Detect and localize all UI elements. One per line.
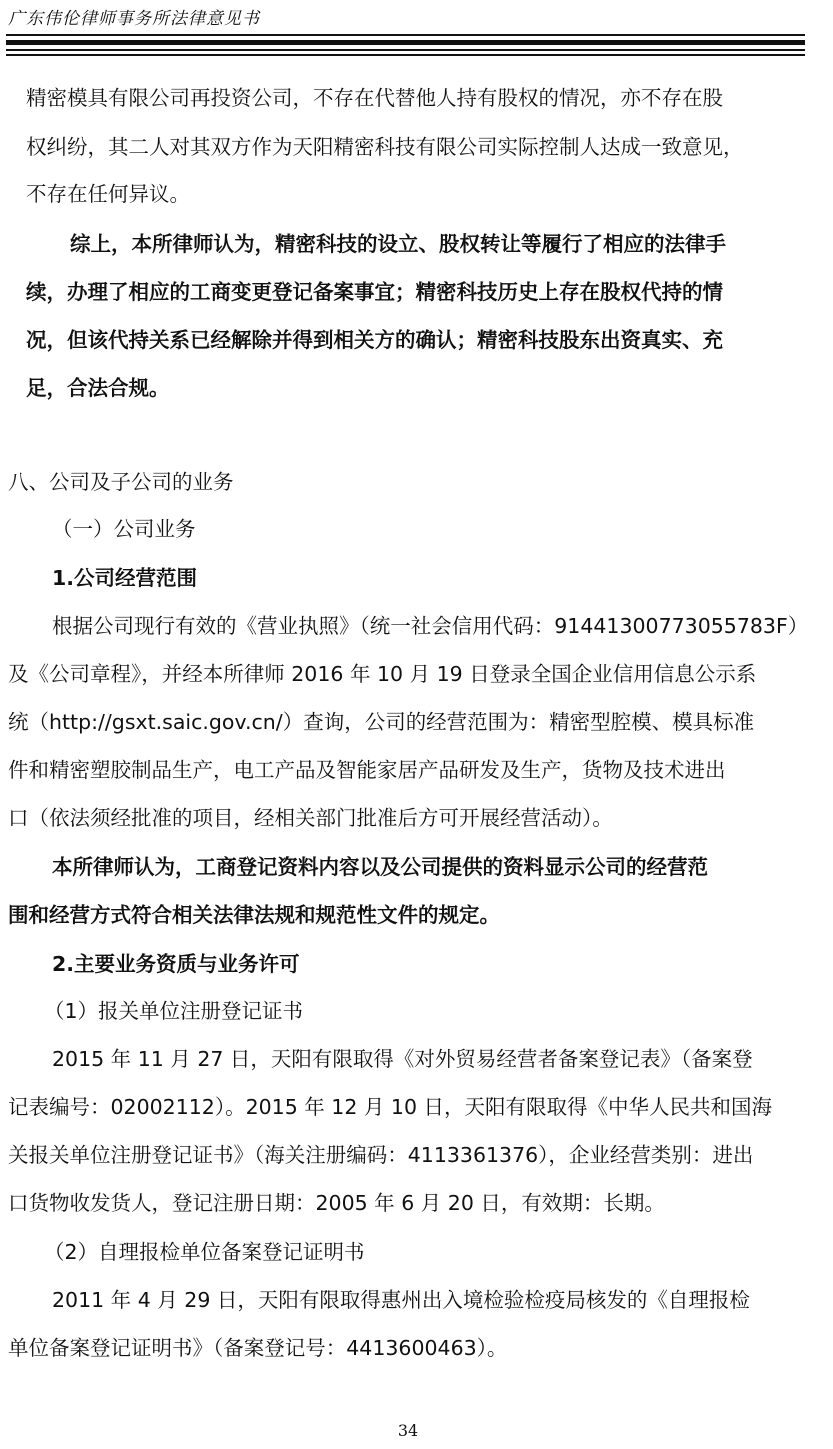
text-line: 关报关单位注册登记证书》（海关注册编码：4113361376），企业经营类别：进出: [8, 1143, 754, 1167]
text-line: 2015 年 11 月 27 日，天阳有限取得《对外贸易经营者备案登记表》（备案登: [52, 1047, 753, 1071]
opinion-line: 围和经营方式符合相关法律法规和规范性文件的规定。: [8, 903, 500, 927]
page-number: 34: [397, 1421, 419, 1440]
text-line: 口货物收发货人，登记注册日期：2005 年 6 月 20 日，有效期：长期。: [8, 1191, 665, 1215]
text-line: 不存在任何异议。: [26, 182, 190, 206]
header-rule: [6, 34, 805, 36]
text-line: 口（依法须经批准的项目，经相关部门批准后方可开展经营活动）。: [8, 806, 613, 830]
text-line: 件和精密塑胶制品生产，电工产品及智能家居产品研发及生产，货物及技术进出: [8, 758, 726, 782]
header-rule: [6, 54, 805, 56]
text-line: 记表编号：02002112）。2015 年 12 月 10 日，天阳有限取得《中华人民共和国海: [8, 1095, 773, 1119]
sub-item-heading: （1）报关单位注册登记证书: [44, 999, 304, 1023]
opinion-line: 本所律师认为，工商登记资料内容以及公司提供的资料显示公司的经营范: [52, 855, 708, 879]
conclusion-line: 足，合法合规。: [26, 376, 170, 400]
conclusion-line: 况，但该代持关系已经解除并得到相关方的确认；精密科技股东出资真实、充: [26, 328, 723, 352]
text-line: 单位备案登记证明书》（备案登记号：4413600463）。: [8, 1336, 508, 1360]
section-heading: 八、公司及子公司的业务: [8, 470, 234, 494]
header-rule: [6, 49, 805, 51]
subsection-heading: （一）公司业务: [52, 517, 196, 541]
text-line: 根据公司现行有效的《营业执照》（统一社会信用代码：91441300773055783F）: [52, 614, 809, 638]
text-line: 权纠纷，其二人对其双方作为天阳精密科技有限公司实际控制人达成一致意见，: [26, 135, 744, 159]
text-line: 精密模具有限公司再投资公司，不存在代替他人持有股权的情况，亦不存在股: [26, 86, 723, 110]
conclusion-line: 综上，本所律师认为，精密科技的设立、股权转让等履行了相应的法律手: [70, 232, 726, 256]
text-line: 及《公司章程》，并经本所律师 2016 年 10 月 19 日登录全国企业信用信息公示系: [8, 662, 757, 686]
conclusion-line: 续，办理了相应的工商变更登记备案事宜；精密科技历史上存在股权代持的情: [26, 280, 723, 304]
item-heading: 1.公司经营范围: [52, 566, 198, 590]
item-heading: 2.主要业务资质与业务许可: [52, 952, 300, 976]
header-rule-thick: [6, 40, 805, 45]
header-title: 广东伟伦律师事务所法律意见书: [8, 9, 260, 29]
text-line: 统（http://gsxt.saic.gov.cn/）查询，公司的经营范围为：精密型腔模、模具标准: [8, 710, 755, 734]
text-line: 2011 年 4 月 29 日，天阳有限取得惠州出入境检验检疫局核发的《自理报检: [52, 1288, 750, 1312]
sub-item-heading: （2）自理报检单位备案登记证明书: [44, 1240, 365, 1264]
